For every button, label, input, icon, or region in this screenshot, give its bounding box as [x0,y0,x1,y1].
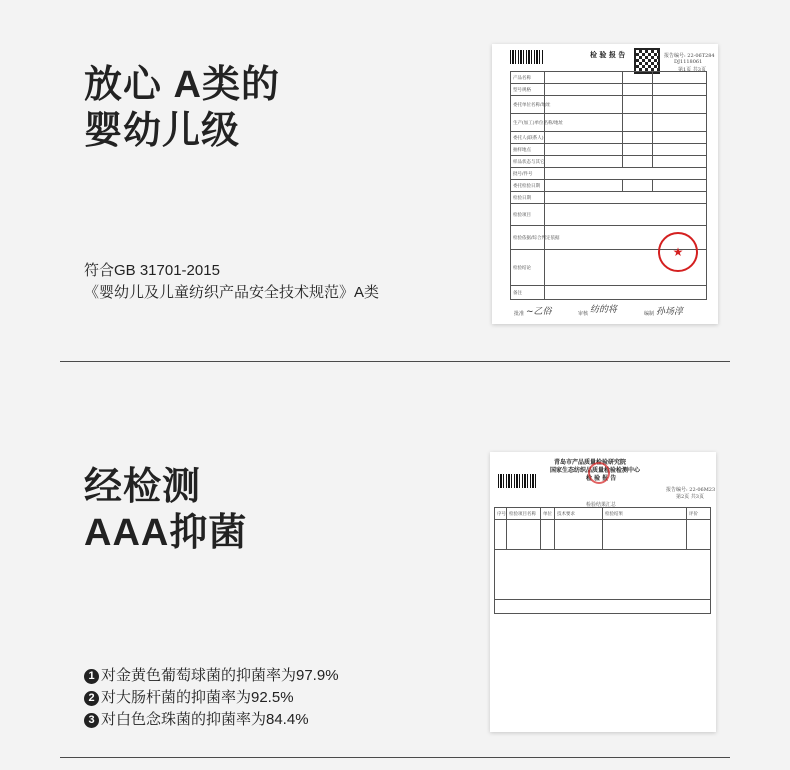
report-title: 检 验 报 告 [590,50,626,59]
result-item [84,665,339,687]
report-page: 第1页 共3页 [678,67,706,73]
antibacterial-report-image [490,452,716,732]
report-row-label: 生产(加工)单位名称/地址 [511,114,545,132]
official-red-seal: ★ [658,232,698,272]
report-row-label: 检验依据/综合判定依据 [511,226,545,250]
safety-headline-line2: 婴幼儿级 [84,110,241,152]
report-number: 报告编号: 22-06T284 [664,53,715,59]
antibacterial-results-list [84,665,339,731]
report-row-label: 批号/件号 [511,168,545,180]
report-row-label: 抽样地点 [511,144,545,156]
report-number-2: DJ1118061 [674,59,703,65]
result-text: 对白色念珠菌的抑菌率为84.4% [101,711,309,728]
section-safety-standard [0,0,790,362]
results-header-cell: 单位 [541,508,555,520]
results-header-cell: 技术要求 [555,508,603,520]
result-text: 对金黄色葡萄球菌的抑菌率为97.9% [101,667,339,684]
standard-description [84,260,379,304]
report-row-label: 委托单位名称/地址 [511,96,545,114]
antibacterial-headline-line1: 经检测 [84,466,202,508]
report-row-label: 备注 [511,286,545,300]
antibacterial-headline [84,464,247,556]
number-badge-icon: 1 [84,669,99,684]
sign-review-label: 审核 [578,311,589,317]
report-title-2: 检 验 报 告 [586,475,617,482]
result-text: 对大肠杆菌的抑菌率为92.5% [101,689,294,706]
report-barcode [510,50,544,64]
result-item [84,687,339,709]
results-table-title: 检验结果汇总 [586,502,617,508]
official-red-seal-small [588,462,610,484]
signature-approve: ~乙俗 [526,307,552,317]
results-header-cell: 检验项目名称 [507,508,541,520]
report-row-label: 型号规格 [511,84,545,96]
results-header-cell: 评价 [687,508,711,520]
results-table [494,507,711,614]
report-row-label: 检验日期 [511,192,545,204]
antibacterial-headline-line2: AAA抑菌 [84,512,248,554]
number-badge-icon: 2 [84,691,99,706]
report-row-label: 样品状态与其它 [511,156,545,168]
standard-name: 《婴幼儿及儿童纺织产品安全技术规范》A类 [84,284,380,301]
report-page-2: 第2页 共3页 [676,494,704,500]
report-row-label: 委托人(联系人) [511,132,545,144]
report-institute: 青岛市产品质量检验研究院 [554,459,627,466]
signature-review: 纺的将 [590,305,618,315]
safety-headline-line1: 放心 A类的 [84,64,281,106]
safety-headline [84,62,280,154]
report-row-label: 委托检验日期 [511,180,545,192]
section-antibacterial [0,362,790,770]
results-header-cell: 检验结果 [603,508,687,520]
results-header-cell: 序号 [495,508,507,520]
result-item [84,709,339,731]
standard-code: 符合GB 31701-2015 [84,262,220,279]
signature-compile: 孙场淳 [656,307,684,317]
number-badge-icon: 3 [84,713,99,728]
report-row-label: 产品名称 [511,72,545,84]
sign-compile-label: 编制 [644,311,655,317]
report-row-label: 检验项目 [511,204,545,226]
sign-approve-label: 批准 [514,311,525,317]
bottom-divider [60,757,730,758]
report-row-label: 检验结论 [511,250,545,286]
report-number-3: 报告编号: 22-06M23 [666,487,716,493]
report-barcode-2 [498,474,536,488]
report-center: 国家生态纺织品质量检验检测中心 [550,467,641,474]
inspection-report-image [492,44,718,324]
